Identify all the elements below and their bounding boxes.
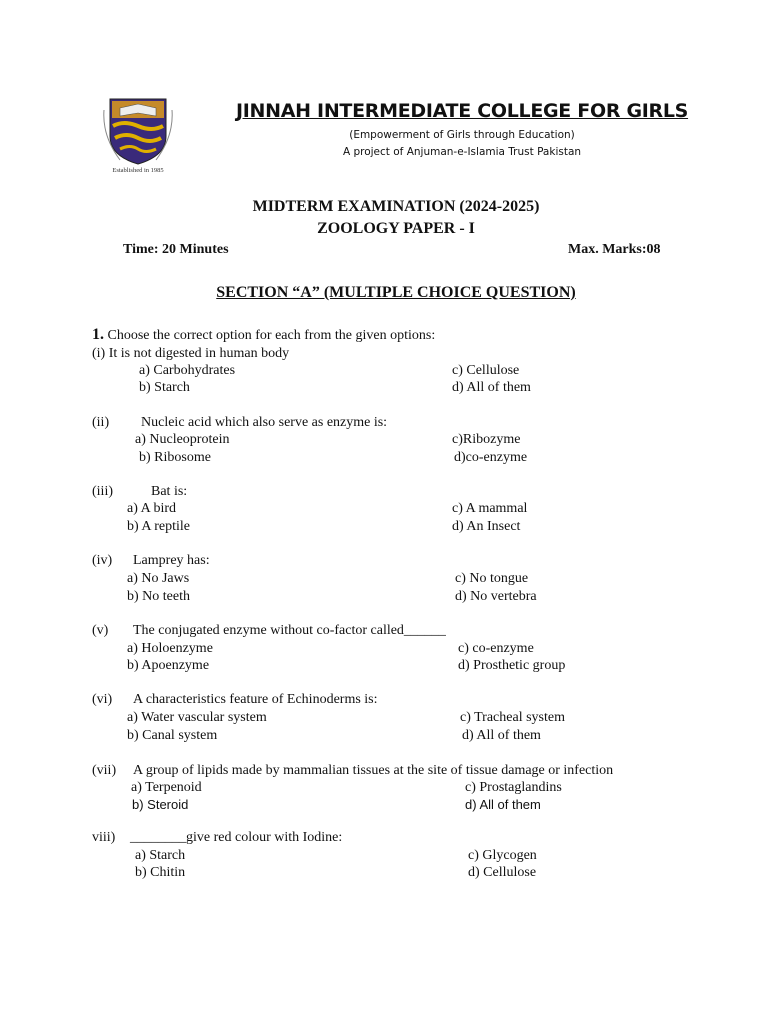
question-text: ________give red colour with Iodine:: [130, 830, 343, 845]
exam-title: MIDTERM EXAMINATION (2024-2025): [252, 198, 540, 215]
project-line: A project of Anjuman-e-Islamia Trust Pakistan: [342, 146, 582, 158]
option-d: d) All of them: [465, 797, 541, 812]
option-b: b) Starch: [139, 380, 190, 395]
option-a: a) Terpenoid: [131, 780, 202, 795]
college-tagline: (Empowerment of Girls through Education): [349, 129, 575, 141]
option-b: b) Steroid: [132, 797, 189, 812]
question-text: Nucleic acid which also serve as enzyme is:: [141, 415, 388, 430]
question-number: viii): [92, 830, 116, 845]
option-c: c) No tongue: [455, 571, 529, 586]
option-d: d)co-enzyme: [454, 450, 528, 465]
question-text: A group of lipids made by mammalian tissues at the site of tissue damage or infection: [133, 763, 614, 778]
question-text: It is not digested in human body: [108, 346, 290, 361]
paper-title: ZOOLOGY PAPER - I: [317, 220, 475, 237]
option-b: b) Ribosome: [139, 450, 211, 465]
option-c: c) Prostaglandins: [465, 780, 562, 795]
option-a: a) Starch: [135, 848, 186, 863]
option-c: c) co-enzyme: [458, 641, 534, 656]
option-d: d) All of them: [462, 728, 541, 743]
question-number: (vii): [92, 763, 117, 778]
option-b: b) No teeth: [127, 589, 190, 604]
option-d: d) No vertebra: [455, 589, 537, 604]
option-d: d) An Insect: [452, 519, 521, 534]
option-c: c)Ribozyme: [452, 432, 521, 447]
question-group-number: 1.: [92, 326, 104, 343]
question-number: (iii): [92, 484, 113, 499]
option-a: a) A bird: [127, 501, 176, 516]
option-b: b) Apoenzyme: [127, 658, 210, 673]
time-allowed: Time: 20 Minutes: [123, 242, 229, 257]
question-number: (iv): [92, 553, 113, 568]
instruction-line: [92, 326, 435, 344]
question-text: The conjugated enzyme without co-factor called______: [133, 623, 446, 638]
college-name: JINNAH INTERMEDIATE COLLEGE FOR GIRLS: [236, 100, 689, 122]
option-a: a) Nucleoprotein: [135, 432, 230, 447]
max-marks: Max. Marks:08: [568, 242, 661, 257]
question-number: (i): [92, 346, 106, 361]
option-d: d) Cellulose: [468, 865, 537, 880]
option-d: d) Prosthetic group: [458, 658, 566, 673]
option-b: b) Canal system: [127, 728, 218, 743]
question-1: [92, 346, 289, 362]
option-c: c) Cellulose: [452, 363, 520, 378]
section-title: SECTION “A” (MULTIPLE CHOICE QUESTION): [216, 284, 576, 301]
question-text: A characteristics feature of Echinoderms is:: [133, 692, 378, 707]
option-b: b) A reptile: [127, 519, 190, 534]
option-d: d) All of them: [452, 380, 531, 395]
option-a: a) Water vascular system: [127, 710, 267, 725]
option-c: c) A mammal: [452, 501, 528, 516]
college-logo: [100, 96, 176, 174]
option-c: c) Tracheal system: [460, 710, 565, 725]
option-a: a) Carbohydrates: [139, 363, 236, 378]
question-number: (vi): [92, 692, 113, 707]
option-a: a) Holoenzyme: [127, 641, 213, 656]
option-b: b) Chitin: [135, 865, 186, 880]
question-text: Lamprey has:: [133, 553, 210, 568]
question-number: (v): [92, 623, 109, 638]
instruction-text: Choose the correct option for each from the given options:: [107, 328, 436, 343]
logo-established-text: Established in 1985: [112, 167, 164, 174]
option-a: a) No Jaws: [127, 571, 190, 586]
option-c: c) Glycogen: [468, 848, 537, 863]
question-number: (ii): [92, 415, 110, 430]
question-text: Bat is:: [151, 484, 188, 499]
